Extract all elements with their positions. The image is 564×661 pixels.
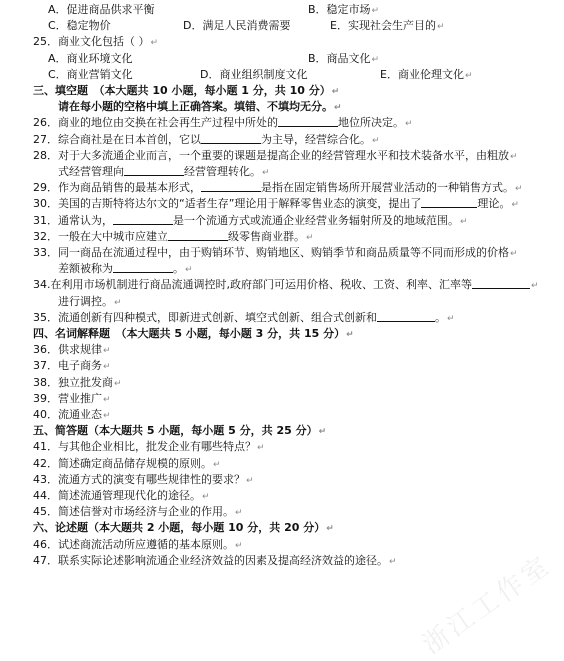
question-continuation	[58, 164, 270, 181]
return-mark-icon: ↵	[334, 103, 342, 114]
question-text-text: 29．作为商品销售的最基本形式，	[33, 181, 201, 195]
fill-in-blank[interactable]	[421, 196, 477, 208]
document-line	[0, 358, 564, 374]
return-mark-icon: ↵	[447, 313, 455, 324]
document-line	[0, 423, 564, 439]
document-line	[0, 488, 564, 504]
document-line	[0, 261, 564, 277]
document-line	[0, 326, 564, 342]
return-mark-icon: ↵	[103, 394, 111, 405]
fill-in-blank[interactable]	[472, 277, 530, 289]
question-text	[33, 245, 518, 262]
fill-in-blank[interactable]	[113, 261, 173, 273]
question-text-text: 32．一般在大中城市应建立	[33, 229, 168, 243]
question-text-text: 28．对于大多流通企业而言，一个重要的课题是提高企业的经营管理水平和技术装备水平，由粗放	[33, 148, 509, 162]
option-text: D．满足人民消费需要	[183, 19, 291, 33]
question-text-text: 37．电子商务	[33, 359, 102, 373]
return-mark-icon: ↵	[531, 281, 539, 292]
return-mark-icon: ↵	[405, 119, 413, 130]
return-mark-icon: ↵	[306, 232, 314, 243]
fill-in-blank[interactable]	[201, 132, 261, 144]
document-line	[0, 504, 564, 520]
question-text	[33, 34, 158, 51]
question-text	[33, 132, 380, 149]
question-text-tail: 是一个流通方式或流通企业经营业务辐射所及的地域范围。	[173, 213, 459, 227]
document-line	[0, 148, 564, 164]
option-text: E．实现社会生产目的↵	[330, 19, 445, 33]
document-line	[0, 277, 564, 293]
option-text: C．商业营销文化	[48, 67, 133, 81]
document-line	[0, 83, 564, 99]
return-mark-icon: ↵	[318, 427, 327, 438]
return-mark-icon: ↵	[511, 200, 519, 211]
document-line	[0, 520, 564, 536]
return-mark-icon: ↵	[185, 265, 193, 276]
return-mark-icon: ↵	[436, 22, 445, 33]
document-line	[0, 229, 564, 245]
return-mark-icon: ↵	[371, 6, 380, 16]
section-heading	[33, 83, 339, 100]
fill-in-blank[interactable]	[278, 115, 338, 127]
document-line	[0, 164, 564, 180]
document-line	[0, 391, 564, 407]
question-text-tail: 是指在固定销售场所开展营业活动的一种销售方式。	[261, 181, 514, 195]
return-mark-icon: ↵	[372, 135, 380, 146]
document-line	[0, 342, 564, 358]
question-text	[33, 456, 221, 473]
question-text-text: 36．供求规律	[33, 343, 102, 357]
fill-in-blank[interactable]	[168, 229, 228, 241]
question-continuation-text: 进行调控。	[58, 294, 113, 308]
section-heading-text: 五、简答题（本大题共 5 小题，每小题 5 分，共 25 分）	[33, 424, 318, 438]
document-line	[0, 439, 564, 455]
question-text-tail: 级零售商业群。	[228, 229, 305, 243]
fill-in-blank[interactable]	[113, 213, 173, 225]
question-text-text: 46．试述商流活动所应遵循的基本原则。	[33, 537, 234, 551]
question-text	[33, 488, 210, 505]
document-line	[0, 456, 564, 472]
question-text-text: 45．简述信誉对市场经济与企业的作用。	[33, 505, 234, 519]
section-instruction-text: 请在每小题的空格中填上正确答案。填错、不填均无分。	[58, 100, 333, 114]
question-text	[33, 375, 122, 392]
return-mark-icon: ↵	[331, 87, 340, 97]
return-mark-icon: ↵	[510, 151, 518, 162]
return-mark-icon: ↵	[257, 443, 265, 454]
question-text-tail: 经营管理转化。	[184, 165, 261, 178]
question-text	[33, 180, 523, 197]
question-continuation-text: 差额被称为	[58, 262, 113, 276]
question-text	[33, 439, 265, 456]
return-mark-icon: ↵	[213, 459, 221, 470]
question-text	[33, 537, 243, 554]
question-text-text: 41．与其他企业相比，批发企业有哪些特点？	[33, 440, 256, 454]
document-line	[0, 196, 564, 212]
section-heading	[33, 520, 334, 537]
fill-in-blank[interactable]	[201, 180, 261, 192]
option-text: B．稳定市场↵	[308, 3, 380, 16]
return-mark-icon: ↵	[114, 378, 122, 389]
return-mark-icon: ↵	[371, 54, 380, 65]
option-text: E．商业伦理文化↵	[380, 67, 473, 81]
document-line	[0, 245, 564, 261]
question-text	[33, 229, 314, 246]
question-text-text: 35．流通创新有四种模式，即新进式创新、填空式创新、组合式创新和	[33, 310, 377, 324]
question-text-text: 27．综合商社是在日本首创，它以	[33, 132, 201, 146]
option-text: B．商品文化↵	[308, 51, 380, 65]
fill-in-blank[interactable]	[377, 310, 435, 322]
question-text	[33, 342, 111, 359]
fill-in-blank[interactable]	[124, 164, 184, 176]
question-text-text: 30．美国的吉斯特将达尔文的“适者生存”理论用于解释零售业态的演变，提出了	[33, 197, 422, 211]
document-line	[0, 34, 564, 50]
section-heading-text: 六、论述题（本大题共 2 小题，每小题 10 分，共 20 分）	[33, 521, 326, 535]
question-continuation	[58, 261, 193, 278]
return-mark-icon: ↵	[464, 70, 473, 81]
document-line	[0, 213, 564, 229]
question-text	[33, 391, 111, 408]
question-text-tail: 为主导，经营综合化。	[261, 132, 371, 146]
watermark: 浙江工作室	[417, 549, 558, 661]
question-text	[33, 196, 519, 213]
question-text-text: 33．同一商品在流通过程中，由于购销环节、购销地区、购销季节和商品质量等不同而形成的价格	[33, 246, 509, 259]
question-text	[33, 504, 243, 521]
document-line	[0, 294, 564, 310]
return-mark-icon: ↵	[389, 556, 397, 567]
document-line	[0, 375, 564, 391]
return-mark-icon: ↵	[235, 540, 243, 551]
return-mark-icon: ↵	[326, 524, 334, 535]
question-text-tail: 理论。	[477, 197, 511, 211]
question-text-text: 40．流通业态	[33, 408, 102, 421]
return-mark-icon: ↵	[103, 411, 111, 421]
return-mark-icon: ↵	[114, 297, 122, 308]
question-text-text: 34.在利用市场机制进行商品流通调控时,政府部门可运用价格、税收、工资、利率、汇率等	[33, 278, 472, 292]
section-heading-text: 四、名词解释题 （本大题共 5 小题，每小题 3 分，共 15 分）	[33, 327, 346, 340]
question-text-text: 25．商业文化包括（ ）	[33, 35, 150, 49]
document-line	[0, 553, 564, 569]
return-mark-icon: ↵	[346, 330, 354, 340]
question-text-text: 43．流通方式的演变有哪些规律性的要求？	[33, 472, 245, 486]
question-text	[33, 407, 111, 424]
document-line	[0, 537, 564, 553]
document-line	[0, 180, 564, 196]
document-line	[0, 51, 564, 67]
option-text: D．商业组织制度文化	[200, 67, 308, 81]
section-instruction	[58, 99, 342, 116]
document-line	[0, 310, 564, 326]
return-mark-icon: ↵	[510, 249, 518, 259]
document-line	[0, 115, 564, 131]
question-text-text: 38．独立批发商	[33, 375, 113, 389]
document-line	[0, 407, 564, 423]
question-continuation-text: 式经营管理向	[58, 165, 124, 178]
question-text	[33, 358, 111, 375]
question-text	[33, 472, 254, 489]
return-mark-icon: ↵	[460, 216, 468, 227]
return-mark-icon: ↵	[246, 475, 254, 486]
question-continuation	[58, 294, 122, 311]
document-line	[0, 18, 564, 34]
return-mark-icon: ↵	[262, 168, 270, 178]
return-mark-icon: ↵	[235, 508, 243, 519]
option-text: C．稳定物价	[48, 19, 111, 33]
question-text-tail: 。	[173, 262, 184, 276]
section-heading-text: 三、填空题 （本大题共 10 小题，每小题 1 分，共 10 分）	[33, 84, 331, 97]
question-text-text: 42．简述确定商品储存规模的原则。	[33, 456, 212, 470]
question-text-text: 31．通常认为，	[33, 213, 113, 227]
document-line	[0, 472, 564, 488]
document-line	[0, 67, 564, 83]
return-mark-icon: ↵	[103, 362, 111, 373]
return-mark-icon: ↵	[202, 492, 210, 502]
return-mark-icon: ↵	[103, 346, 111, 357]
question-text	[33, 115, 413, 132]
question-text-tail: 。	[435, 310, 446, 324]
question-text	[33, 310, 455, 327]
question-text-text: 44．简述流通管理现代化的途径。	[33, 489, 201, 502]
question-text-text: 39．营业推广	[33, 391, 102, 405]
document-line	[0, 132, 564, 148]
question-text-tail: 地位所决定。	[338, 116, 404, 130]
question-text-text: 26．商业的地位由交换在社会再生产过程中所处的	[33, 116, 278, 130]
document-line	[0, 99, 564, 115]
question-text	[33, 213, 468, 230]
question-text	[33, 148, 518, 165]
return-mark-icon: ↵	[515, 184, 523, 195]
section-heading	[33, 326, 354, 343]
option-text: A．商业环境文化	[48, 51, 133, 65]
question-text-text: 47．联系实际论述影响流通企业经济效益的因素及提高经济效益的途径。	[33, 553, 388, 567]
question-text	[33, 277, 539, 294]
document-line	[0, 2, 564, 18]
option-text: A．促进商品供求平衡	[48, 3, 155, 16]
return-mark-icon: ↵	[150, 38, 159, 49]
question-text	[33, 553, 397, 570]
section-heading	[33, 423, 326, 440]
